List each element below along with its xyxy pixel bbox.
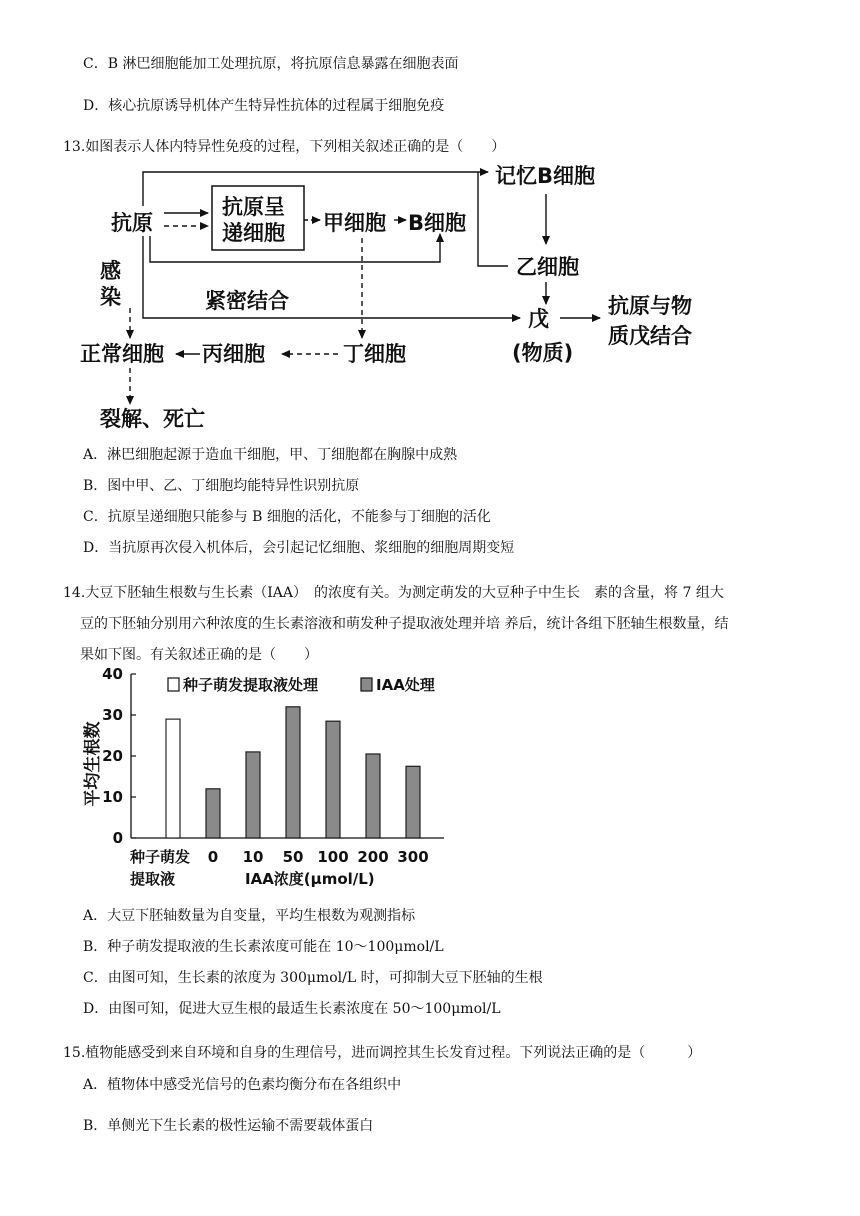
immune-process-diagram [0,150,860,440]
y-tick-label: 30 [102,706,123,724]
x-axis-title: IAA浓度(μmol/L) [245,870,375,888]
x-tick-label: 10 [242,848,264,866]
bar [206,789,220,838]
node-yi-cell: 乙细胞 [516,255,579,279]
node-bing-cell: 丙细胞 [202,342,265,366]
node-wu: 戊 [528,307,549,331]
legend-swatch-extract [168,678,179,691]
label-tight-bind: 紧密结合 [205,289,289,313]
label-infect-1: 感 [100,259,121,283]
q12-option-c: C．B 淋巴细胞能加工处理抗原，将抗原信息暴露在细胞表面 [83,56,459,72]
q14-option-c: C．由图可知，生长素的浓度为 300μmol/L 时，可抑制大豆下胚轴的生根 [83,970,543,986]
y-tick-label: 20 [102,747,123,765]
node-lysis: 裂解、死亡 [100,407,205,431]
bar [406,766,420,838]
node-jia-cell: 甲细胞 [323,211,386,235]
q15-option-b: B．单侧光下生长素的极性运输不需要载体蛋白 [83,1118,374,1134]
bar [366,754,380,838]
bar [166,719,180,838]
q15-option-a: A．植物体中感受光信号的色素均衡分布在各组织中 [83,1077,402,1093]
legend-label-iaa: IAA处理 [376,676,435,694]
legend-label-extract: 种子萌发提取液处理 [183,676,319,694]
x-tick-label: 300 [397,848,429,866]
x-category-extract-line1: 种子萌发 [130,848,191,866]
node-ding-cell: 丁细胞 [343,342,406,366]
y-axis-title: 平均生根数 [83,721,103,807]
y-tick-label: 10 [102,788,123,806]
y-tick-label: 0 [112,829,123,847]
legend-swatch-iaa [361,678,372,691]
node-result-line1: 抗原与物 [608,294,692,318]
q13-option-a: A．淋巴细胞起源于造血干细胞，甲、丁细胞都在胸腺中成熟 [83,447,458,463]
x-tick-label: 100 [317,848,349,866]
bar [326,721,340,838]
node-antigen: 抗原 [111,211,153,235]
bar [286,707,300,838]
q13-option-d: D．当抗原再次侵入机体后，会引起记忆细胞、浆细胞的细胞周期变短 [83,540,515,556]
x-tick-label: 50 [282,848,304,866]
diagram-arrows [130,172,600,404]
node-memory-b-cell: 记忆B细胞 [495,164,596,188]
q14-stem-line2: 豆的下胚轴分别用六种浓度的生长素溶液和萌发种子提取液处理并培 养后，统计各组下胚轴生根数量，结 [80,616,729,632]
node-apc-line1: 抗原呈 [222,195,285,219]
bar [246,752,260,838]
q14-stem-line3: 果如下图。有关叙述正确的是（ ） [80,647,318,663]
x-category-extract-line2: 提取液 [130,870,176,888]
label-infect-2: 染 [100,285,121,309]
node-normal-cell: 正常细胞 [80,342,164,366]
q14-stem-line1: 14.大豆下胚轴生根数与生长素（IAA） 的浓度有关。为测定萌发的大豆种子中生长 素的含量，将 7 组大 [63,585,724,601]
q14-option-b: B．种子萌发提取液的生长素浓度可能在 10～100μmol/L [83,939,444,955]
q15-stem: 15.植物能感受到来自环境和自身的生理信号，进而调控其生长发育过程。下列说法正确的是（ ） [63,1045,702,1061]
q13-stem: 13.如图表示人体内特异性免疫的过程，下列相关叙述正确的是（ ） [63,139,506,155]
y-tick-label: 40 [102,665,123,683]
node-b-cell: B细胞 [408,211,467,235]
node-apc-line2: 递细胞 [222,221,285,245]
x-tick-label: 0 [207,848,219,866]
q14-option-a: A．大豆下胚轴数量为自变量，平均生根数为观测指标 [83,908,416,924]
x-tick-label: 200 [357,848,389,866]
root-count-bar-chart [0,660,860,895]
q14-option-d: D．由图可知，促进大豆生根的最适生长素浓度在 50～100μmol/L [83,1001,501,1017]
q13-option-b: B．图中甲、乙、丁细胞均能特异性识别抗原 [83,478,360,494]
q13-option-c: C．抗原呈递细胞只能参与 B 细胞的活化，不能参与丁细胞的活化 [83,509,491,525]
q12-option-d: D．核心抗原诱导机体产生特异性抗体的过程属于细胞免疫 [83,98,445,114]
node-wu-sub: (物质) [512,341,574,365]
node-result-line2: 质戊结合 [608,324,692,348]
